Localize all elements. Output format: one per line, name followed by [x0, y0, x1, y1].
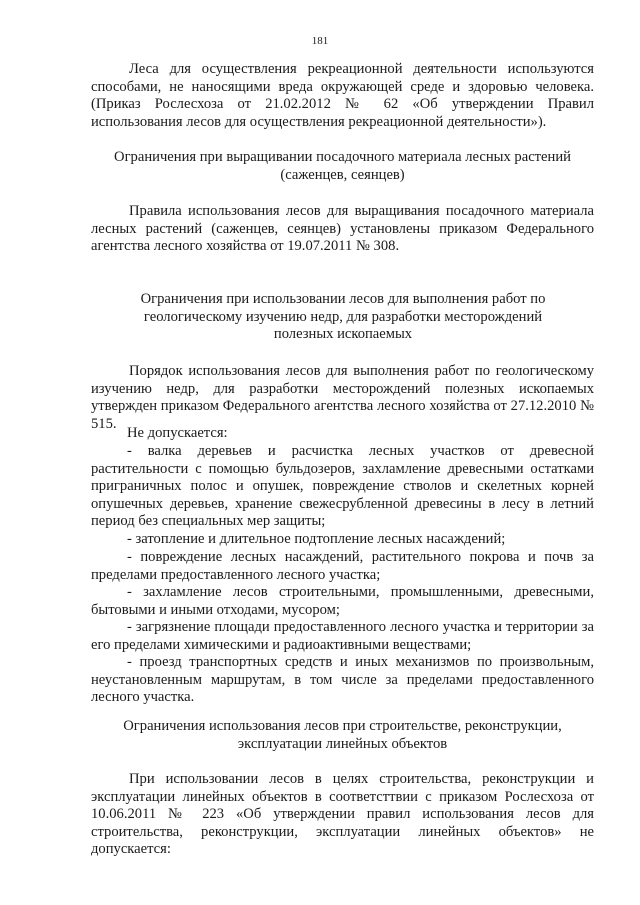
- list-item: - захламление лесов строительными, промышленными, древесными, бытовыми и иными отходами, мусором;: [91, 584, 594, 618]
- not-allowed-label: Не допускается:: [127, 425, 228, 441]
- page-number: 181: [311, 35, 329, 47]
- list-item: - валка деревьев и расчистка лесных участков от древесной растительности с помощью бульдозеров, захламление древесными остатками приграничных полос и опушек, повреждение стволов и скелетных корней опушечных деревьев, хранение свежесрубленной древесины в лесу в летний период без специальных мер защиты;: [91, 443, 594, 530]
- paragraph-geology: Порядок использования лесов для выполнения работ по геологическому изучению недр, для разработки месторождений полезных ископаемых утвержден приказом Федерального агентства лесного хозяйства от 27.12.2010 № 515.: [91, 363, 594, 432]
- list-item: - проезд транспортных средств и иных механизмов по произвольным, неустановленным маршрутам, в том числе за пределами предоставленного лесного участка.: [91, 654, 594, 706]
- list-item: - загрязнение площади предоставленного лесного участка и территории за его пределами химическими и радиоактивными веществами;: [91, 619, 594, 653]
- list-item: - затопление и длительное подтопление лесных насаждений;: [127, 531, 506, 547]
- heading-linear-objects: Ограничения использования лесов при строительстве, реконструкции, эксплуатации линейных объектов: [123, 718, 562, 752]
- list-item: - повреждение лесных насаждений, растительного покрова и почв за пределами предоставленного лесного участка;: [91, 549, 594, 583]
- heading-seedlings: Ограничения при выращивании посадочного материала лесных растений (саженцев, сеянцев): [114, 149, 571, 183]
- heading-geology: Ограничения при использовании лесов для выполнения работ по геологическому изучению недр, для разработки месторождений полезных ископаемых: [140, 291, 546, 343]
- paragraph-recreation: Леса для осуществления рекреационной деятельности используются способами, не наносящими вреда окружающей среде и здоровью человека. (Приказ Рослесхоза от 21.02.2012 № 62 «Об утверждении Правил использования лесов для осуществления рекреационной деятельности»).: [91, 61, 594, 130]
- paragraph-linear-objects: При использовании лесов в целях строительства, реконструкции и эксплуатации линейных объектов в соответсттвии с приказом Рослесхоза от 10.06.2011 № 223 «Об утверждении правил использования лесов для строительства, реконструкции, эксплуатации линейных объектов» не допускается:: [91, 771, 594, 858]
- paragraph-seedlings: Правила использования лесов для выращивания посадочного материала лесных растений (саженцев, сеянцев) установлены приказом Федерального агентства лесного хозяйства от 19.07.2011 № 308.: [91, 203, 594, 255]
